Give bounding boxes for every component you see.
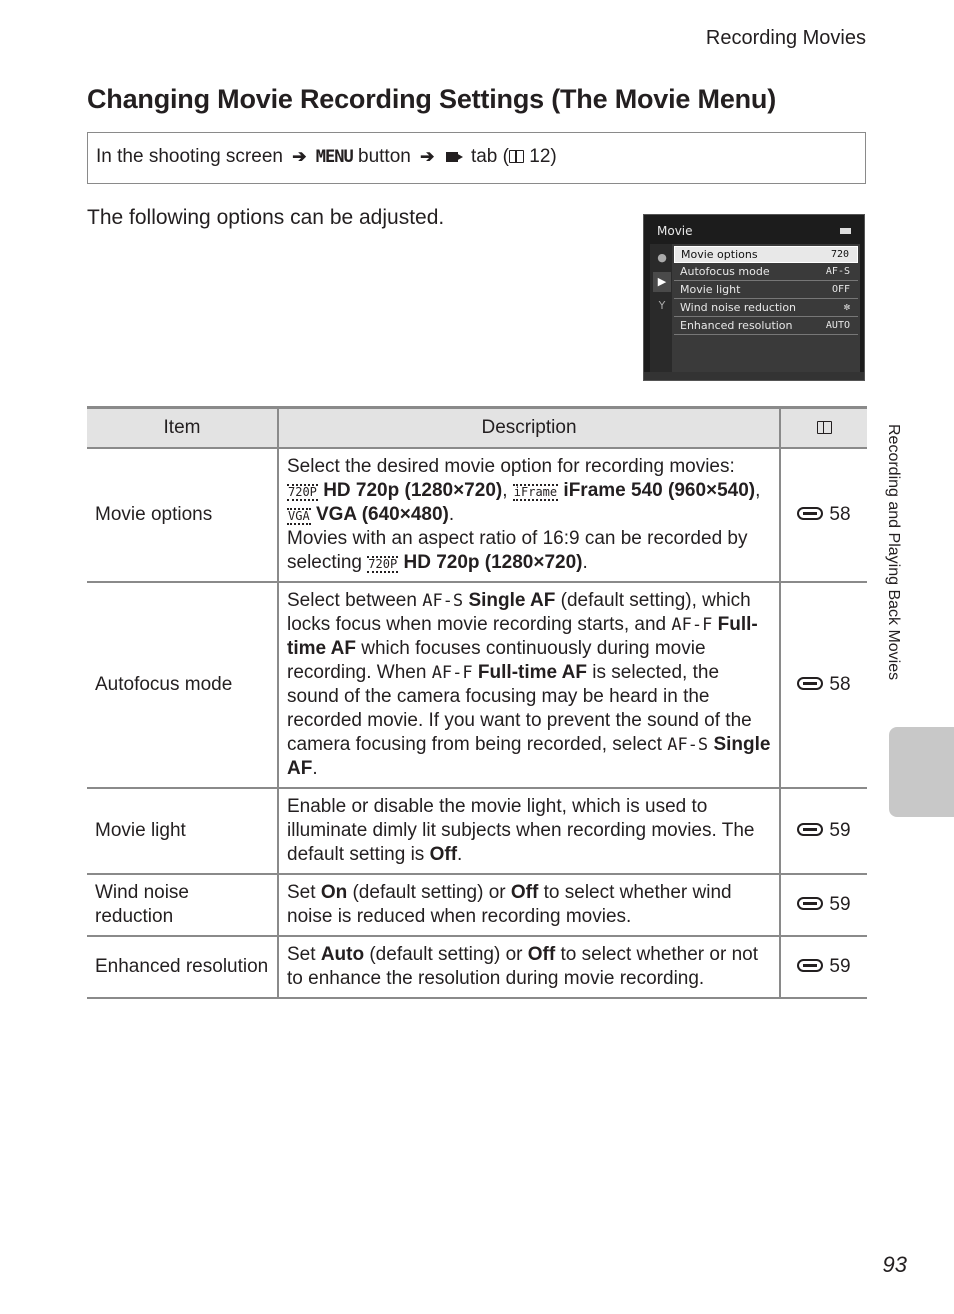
camera-tab-icon: ●	[657, 251, 667, 264]
desc-bold: Off	[527, 944, 556, 965]
hd-720p-icon: 720P	[288, 485, 317, 499]
reference-section-icon	[797, 677, 823, 690]
desc-bold: Full-time AF	[287, 614, 758, 659]
desc-bold: Single AF	[287, 734, 771, 779]
header-reference	[780, 408, 867, 449]
af-s-icon: AF-S	[667, 735, 709, 755]
row-item: Movie light	[87, 788, 278, 874]
desc-text: Set	[287, 882, 316, 903]
desc-text: ,	[502, 480, 508, 501]
reference-section-icon	[797, 959, 823, 972]
desc-text: (default setting), which locks focus when movie recording starts, and	[287, 590, 751, 635]
table-row	[87, 936, 867, 998]
desc-bold: HD 720p (1280×720)	[323, 480, 503, 501]
desc-text: ,	[755, 480, 761, 501]
table-row	[87, 874, 867, 936]
battery-icon	[840, 228, 851, 234]
camera-menu-row-label: Wind noise reduction	[680, 301, 797, 314]
nav-prefix: In the shooting screen	[96, 146, 283, 167]
row-item: Autofocus mode	[87, 582, 278, 788]
row-reference-page: 58	[829, 674, 851, 695]
desc-text: .	[448, 504, 455, 525]
camera-menu-row	[674, 264, 858, 281]
row-reference	[780, 874, 867, 936]
reference-section-icon	[797, 897, 823, 910]
camera-menu-row-label: Enhanced resolution	[680, 319, 793, 332]
camera-menu-title: Movie	[657, 224, 693, 238]
desc-bold: VGA (640×480)	[315, 504, 449, 525]
camera-menu-list	[672, 244, 860, 372]
camera-menu-row	[674, 246, 858, 263]
desc-text: .	[582, 552, 588, 573]
nav-page-ref: 12)	[529, 146, 557, 167]
table-row	[87, 582, 867, 788]
options-table	[87, 406, 867, 999]
af-s-icon: AF-S	[422, 591, 464, 611]
book-reference-icon	[509, 150, 524, 163]
desc-text: (default setting) or	[369, 944, 523, 965]
camera-menu-row-label: Autofocus mode	[680, 265, 770, 278]
desc-bold: Single AF	[468, 590, 556, 611]
row-reference	[780, 788, 867, 874]
hd-720p-icon: 720P	[368, 557, 398, 571]
chapter-thumb-tab	[889, 727, 954, 817]
chapter-side-label: Recording and Playing Back Movies	[885, 424, 902, 681]
movie-camera-icon	[446, 152, 458, 162]
table-header-row	[87, 408, 867, 449]
page-number: 93	[882, 1252, 907, 1277]
af-f-icon: AF-F	[671, 615, 713, 635]
camera-menu-row	[674, 318, 858, 335]
camera-menu-row-value: 720	[830, 249, 849, 260]
row-description	[278, 874, 780, 936]
desc-bold: HD 720p (1280×720)	[403, 552, 583, 573]
table-row	[87, 448, 867, 582]
nav-tab-label: tab (	[470, 146, 509, 167]
desc-text: to select whether or not to enhance the resolution during movie recording.	[287, 944, 758, 989]
desc-bold: Auto	[320, 944, 365, 965]
setup-wrench-icon: Y	[658, 299, 666, 312]
desc-text: (default setting) or	[352, 882, 506, 903]
row-reference	[780, 582, 867, 788]
row-description	[278, 448, 780, 582]
header-description: Description	[278, 408, 780, 449]
desc-text: to select whether wind noise is reduced when recording movies.	[287, 882, 732, 927]
row-description	[278, 936, 780, 998]
desc-bold: Off	[429, 844, 458, 865]
camera-menu-row-label: Movie options	[681, 248, 758, 261]
row-item: Wind noise reduction	[87, 874, 278, 936]
book-reference-icon	[817, 421, 832, 434]
desc-text: which focuses continuously during movie recording. When	[287, 638, 706, 683]
reference-section-icon	[797, 823, 823, 836]
desc-text: Enable or disable the movie light, which is used to illuminate dimly lit subjects when recording movies. The default setting is	[287, 796, 755, 865]
page-title: Changing Movie Recording Settings (The Movie Menu)	[87, 84, 777, 114]
camera-menu-row	[674, 300, 858, 317]
camera-menu-row-label: Movie light	[680, 283, 741, 296]
desc-text: .	[457, 844, 463, 865]
desc-bold: On	[320, 882, 348, 903]
camera-menu-screenshot	[643, 214, 865, 381]
vga-icon: VGA	[288, 509, 310, 523]
row-item: Movie options	[87, 448, 278, 582]
menu-button-icon: MENU	[315, 147, 353, 167]
row-description	[278, 582, 780, 788]
desc-text: Select the desired movie option for recording movies:	[287, 456, 735, 477]
desc-bold: Full-time AF	[477, 662, 587, 683]
nav-button-label: button	[358, 146, 411, 167]
row-item: Enhanced resolution	[87, 936, 278, 998]
reference-section-icon	[797, 507, 823, 520]
camera-menu-row-value: OFF	[831, 284, 850, 295]
desc-text: Select between	[287, 590, 417, 611]
row-reference-page: 59	[829, 820, 851, 841]
row-reference-page: 59	[829, 956, 851, 977]
desc-text: .	[312, 758, 318, 779]
row-reference-page: 59	[829, 894, 851, 915]
desc-bold: Off	[510, 882, 539, 903]
row-reference	[780, 936, 867, 998]
header-item: Item	[87, 408, 278, 449]
row-reference	[780, 448, 867, 582]
movie-tab-icon: ▶	[653, 272, 671, 292]
table-row	[87, 788, 867, 874]
af-f-icon: AF-F	[431, 663, 473, 683]
camera-menu-tabs	[650, 244, 672, 372]
desc-text: is selected, the sound of the camera focusing may be heard in the recorded movie. If you want to prevent the sound of the camera focusing from being recorded, select	[287, 662, 752, 755]
row-description	[278, 788, 780, 874]
row-reference-page: 58	[829, 504, 851, 525]
desc-bold: iFrame 540 (960×540)	[563, 480, 756, 501]
wind-noise-icon: ✼	[843, 302, 850, 313]
desc-text: Movies with an aspect ratio of 16:9 can be recorded by selecting	[287, 528, 748, 573]
navigation-path-box	[87, 132, 866, 184]
camera-menu-row-value: AUTO	[825, 320, 850, 331]
intro-text: The following options can be adjusted.	[87, 206, 445, 229]
desc-text: Set	[287, 944, 316, 965]
camera-menu-row-value: AF-S	[825, 266, 850, 277]
camera-menu-row	[674, 282, 858, 299]
iframe-icon: iFrame	[513, 485, 558, 499]
running-head: Recording Movies	[705, 27, 866, 49]
arrow-icon: ➔	[420, 147, 435, 166]
camera-menu-footer	[644, 372, 864, 380]
arrow-icon: ➔	[292, 147, 307, 166]
